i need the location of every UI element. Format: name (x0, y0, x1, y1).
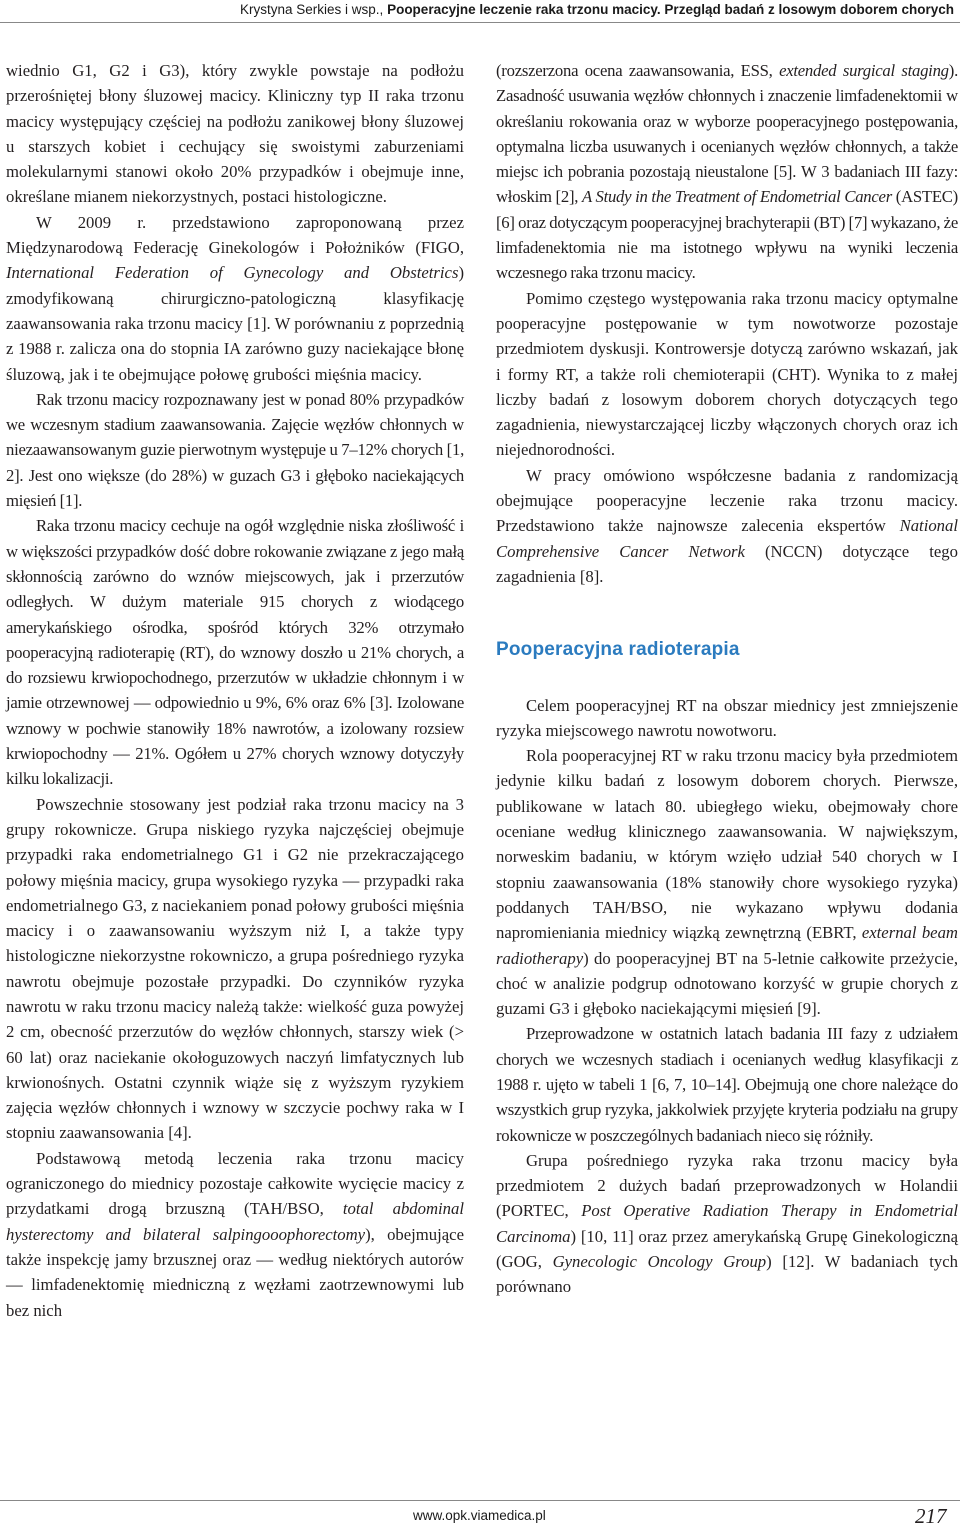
running-header (0, 0, 960, 22)
paragraph: wiednio G1, G2 i G3), który zwykle powstaje na podłożu przerośniętej błony śluzowej macicy. Kliniczny typ II raka trzonu macicy występujący częściej na podłożu zanikowej błony śluzowej u starszych kobiet i cechujący się swoistymi zaburzeniami molekularnymi stanowi około 20% przypadków i obejmuje inne, określane mianem niekorzystnych, postaci histologiczne. (6, 61, 464, 207)
paragraph: Powszechnie stosowany jest podział raka trzonu macicy na 3 grupy rokownicze. Grupa niskiego ryzyka najczęściej obejmuje przypadki raka endometrialnego G1 i G2 nie przekraczającego połowy mięśnia macicy, grupa wysokiego ryzyka — przypadki raka endometrialnego G3, z naciekaniem ponad połowy grubości mięśnia macicy i o zaawansowaniu wyższym niż I, a także typy histologiczne niekorzystne rokowniczo, a grupa pośredniego ryzyka nawrotu obejmuje pozostałe przypadki. Do czynników ryzyka nawrotu w raku trzonu macicy należą także: wielkość guza powyżej 2 cm, obecność przerzutów do węzłów chłonnych, starszy wiek (> 60 lat) oraz naciekanie okołoguzowych naczyń limfatycznych lub krwionośnych. Ostatni czynnik wiąże się z wyższym ryzykiem zajęcia węzłów chłonnych i wznowy w szczycie pochwy raka w I stopniu zaawansowania [4]. (6, 794, 464, 1143)
paragraph: W pracy omówiono współczesne badania z randomizacją obejmujące pooperacyjne leczenie raka trzonu macicy. Przedstawiono także najnowsze zalecenia ekspertów National Comprehensive Cancer Network (NCCN) dotyczące tego zagadnienia [8]. (496, 465, 958, 586)
paragraph: Grupa pośredniego ryzyka raka trzonu macicy była przedmiotem 2 dużych badań przeprowadzonych w Holandii (PORTEC, Post Operative Radiation Therapy in Endometrial Carcinoma) [10, 11] oraz przez amerykańską Grupę Ginekologiczną (GOG, Gynecologic Oncology Group) [12]. W badaniach tych porównano (496, 1150, 958, 1297)
paragraph: Rak trzonu macicy rozpoznawany jest w ponad 80% przypadków we wczesnym stadium zaawansowania. Zajęcie węzłów chłonnych w niezaawansowanym guzie pierwotnym występuje u 7–12% chorych [1, 2]. Jest ono większe (do 28%) w guzach G3 i głęboko naciekających mięsień [1]. (6, 389, 464, 511)
paragraph: Raka trzonu macicy cechuje na ogół względnie niska złośliwość i w większości przypadków dość dobre rokowanie związane z jego małą skłonnością zarówno do wznów miejscowych, jak i przerzutów odległych. W dużym materiale 915 chorych z wiodącego amerykańskiego ośrodka, spośród których 32% otrzymało pooperacyjną radioterapię (RT), do wznowy doszło u 21% chorych, a do rozsiewu krwiopochodnego, przerzutów w układzie chłonnym i w jamie otrzewnowej — odpowiednio u 9%, 6% oraz 6% [3]. Izolowane wznowy w pochwie stanowiły 18% nawrotów, a izolowany rozsiew krwiopochodny — 21%. Ogółem u 27% chorych wznowy dotyczyły kilku lokalizacji. (6, 516, 464, 789)
paragraph: Pomimo częstego występowania raka trzonu macicy optymalne pooperacyjne postępowanie w tym nowotworze pozostaje przedmiotem dyskusji. Kontrowersje dotyczą zarówno wskazań, jak i formy RT, a także roli chemioterapii (CHT). Wynika to z małej liczby badań z losowym doborem chorych dotyczących tego zagadnienia, niewystarczającej liczby włączonych chorych oraz ich niejednorodności. (496, 288, 958, 460)
header-authors: Krystyna Serkies i wsp., (240, 2, 384, 17)
footer-url: www.opk.viamedica.pl (413, 1508, 546, 1523)
footer-rule (0, 1500, 960, 1501)
paragraph: (rozszerzona ocena zaawansowania, ESS, extended surgical staging). Zasadność usuwania węzłów chłonnych i znaczenie limfadenektomii w określaniu rokowania oraz w wyborze pooperacyjnego postępowania, optymalna liczba usuwanych i ocenianych węzłów chłonnych, a także miejsc ich pobrania pozostają nieustalone [5]. W 3 badaniach III fazy: włoskim [2], A Study in the Treatment of Endometrial Cancer (ASTEC) [6] oraz dotyczącym pooperacyjnej brachyterapii (BT) [7] wykazano, że limfadenektomia nie ma istotnego wpływu na wyniki leczenia wczesnego raka trzonu macicy. (496, 61, 958, 283)
paragraph: Rola pooperacyjnej RT w raku trzonu macicy była przedmiotem jedynie kilku badań z losowym doborem chorych. Pierwsze, publikowane w latach 80. ubiegłego wieku, obejmowały chore oceniane według klinicznego zaawansowania. W największym, norweskim badaniu, w którym wzięło udział 540 chorych w I stopniu zaawansowania (18% stanowiły chore wysokiego ryzyka) poddanych TAH/BSO, nie wykazano wpływu dodania napromieniania miednicy wiązką zewnętrzną (EBRT, external beam radiotherapy) do pooperacyjnej BT na 5-letnie całkowite przeżycie, choć w analizie podgrup odnotowano korzyść w grupie chorych z guzami G3 i głęboko naciekającymi mięsień [9]. (496, 746, 958, 1019)
paragraph: Przeprowadzone w ostatnich latach badania III fazy z udziałem chorych we wczesnych stadiach i ocenianych według klasyfikacji z 1988 r. ujęto w tabeli 1 [6, 7, 10–14]. Obejmują one chore należące do wszystkich grup ryzyka, jakkolwiek przyjęte kryteria podziału na grupy rokownicze w poszczególnych badaniach nieco się różniły. (496, 1024, 958, 1145)
header-title: Pooperacyjne leczenie raka trzonu macicy. Przegląd badań z losowym doborem chorych (387, 2, 954, 17)
page-number: 217 (915, 1504, 947, 1528)
right-column (496, 58, 958, 1300)
header-rule (0, 22, 960, 23)
paragraph: Podstawową metodą leczenia raka trzonu macicy ograniczonego do miednicy pozostaje całkowite wycięcie macicy z przydatkami drogą brzuszną (TAH/BSO, total abdominal hysterectomy and bilateral salpingooophorectomy), obejmujące także inspekcję jamy brzusznej oraz — według niektórych autorów — limfadenektomię miedniczną z węzłami zaotrzewnowymi lub bez nich (6, 1148, 464, 1320)
paragraph: W 2009 r. przedstawiono zaproponowaną przez Międzynarodową Federację Ginekologów i Położników (FIGO, International Federation of Gynecology and Obstetrics) zmodyfikowaną chirurgiczno-patologiczną klasyfikację zaawansowania raka trzonu macicy [1]. W porównaniu z poprzednią z 1988 r. zalicza ona do stopnia IA zarówno guzy naciekające błonę śluzową, jak i te obejmujące połowę grubości mięśnia macicy. (6, 212, 464, 384)
running-header-text (240, 2, 954, 17)
paragraph: Celem pooperacyjnej RT na obszar miednicy jest zmniejszenie ryzyka miejscowego nawrotu nowotworu. (496, 695, 958, 740)
left-column (6, 58, 464, 1323)
section-heading: Pooperacyjna radioterapia (496, 639, 740, 661)
